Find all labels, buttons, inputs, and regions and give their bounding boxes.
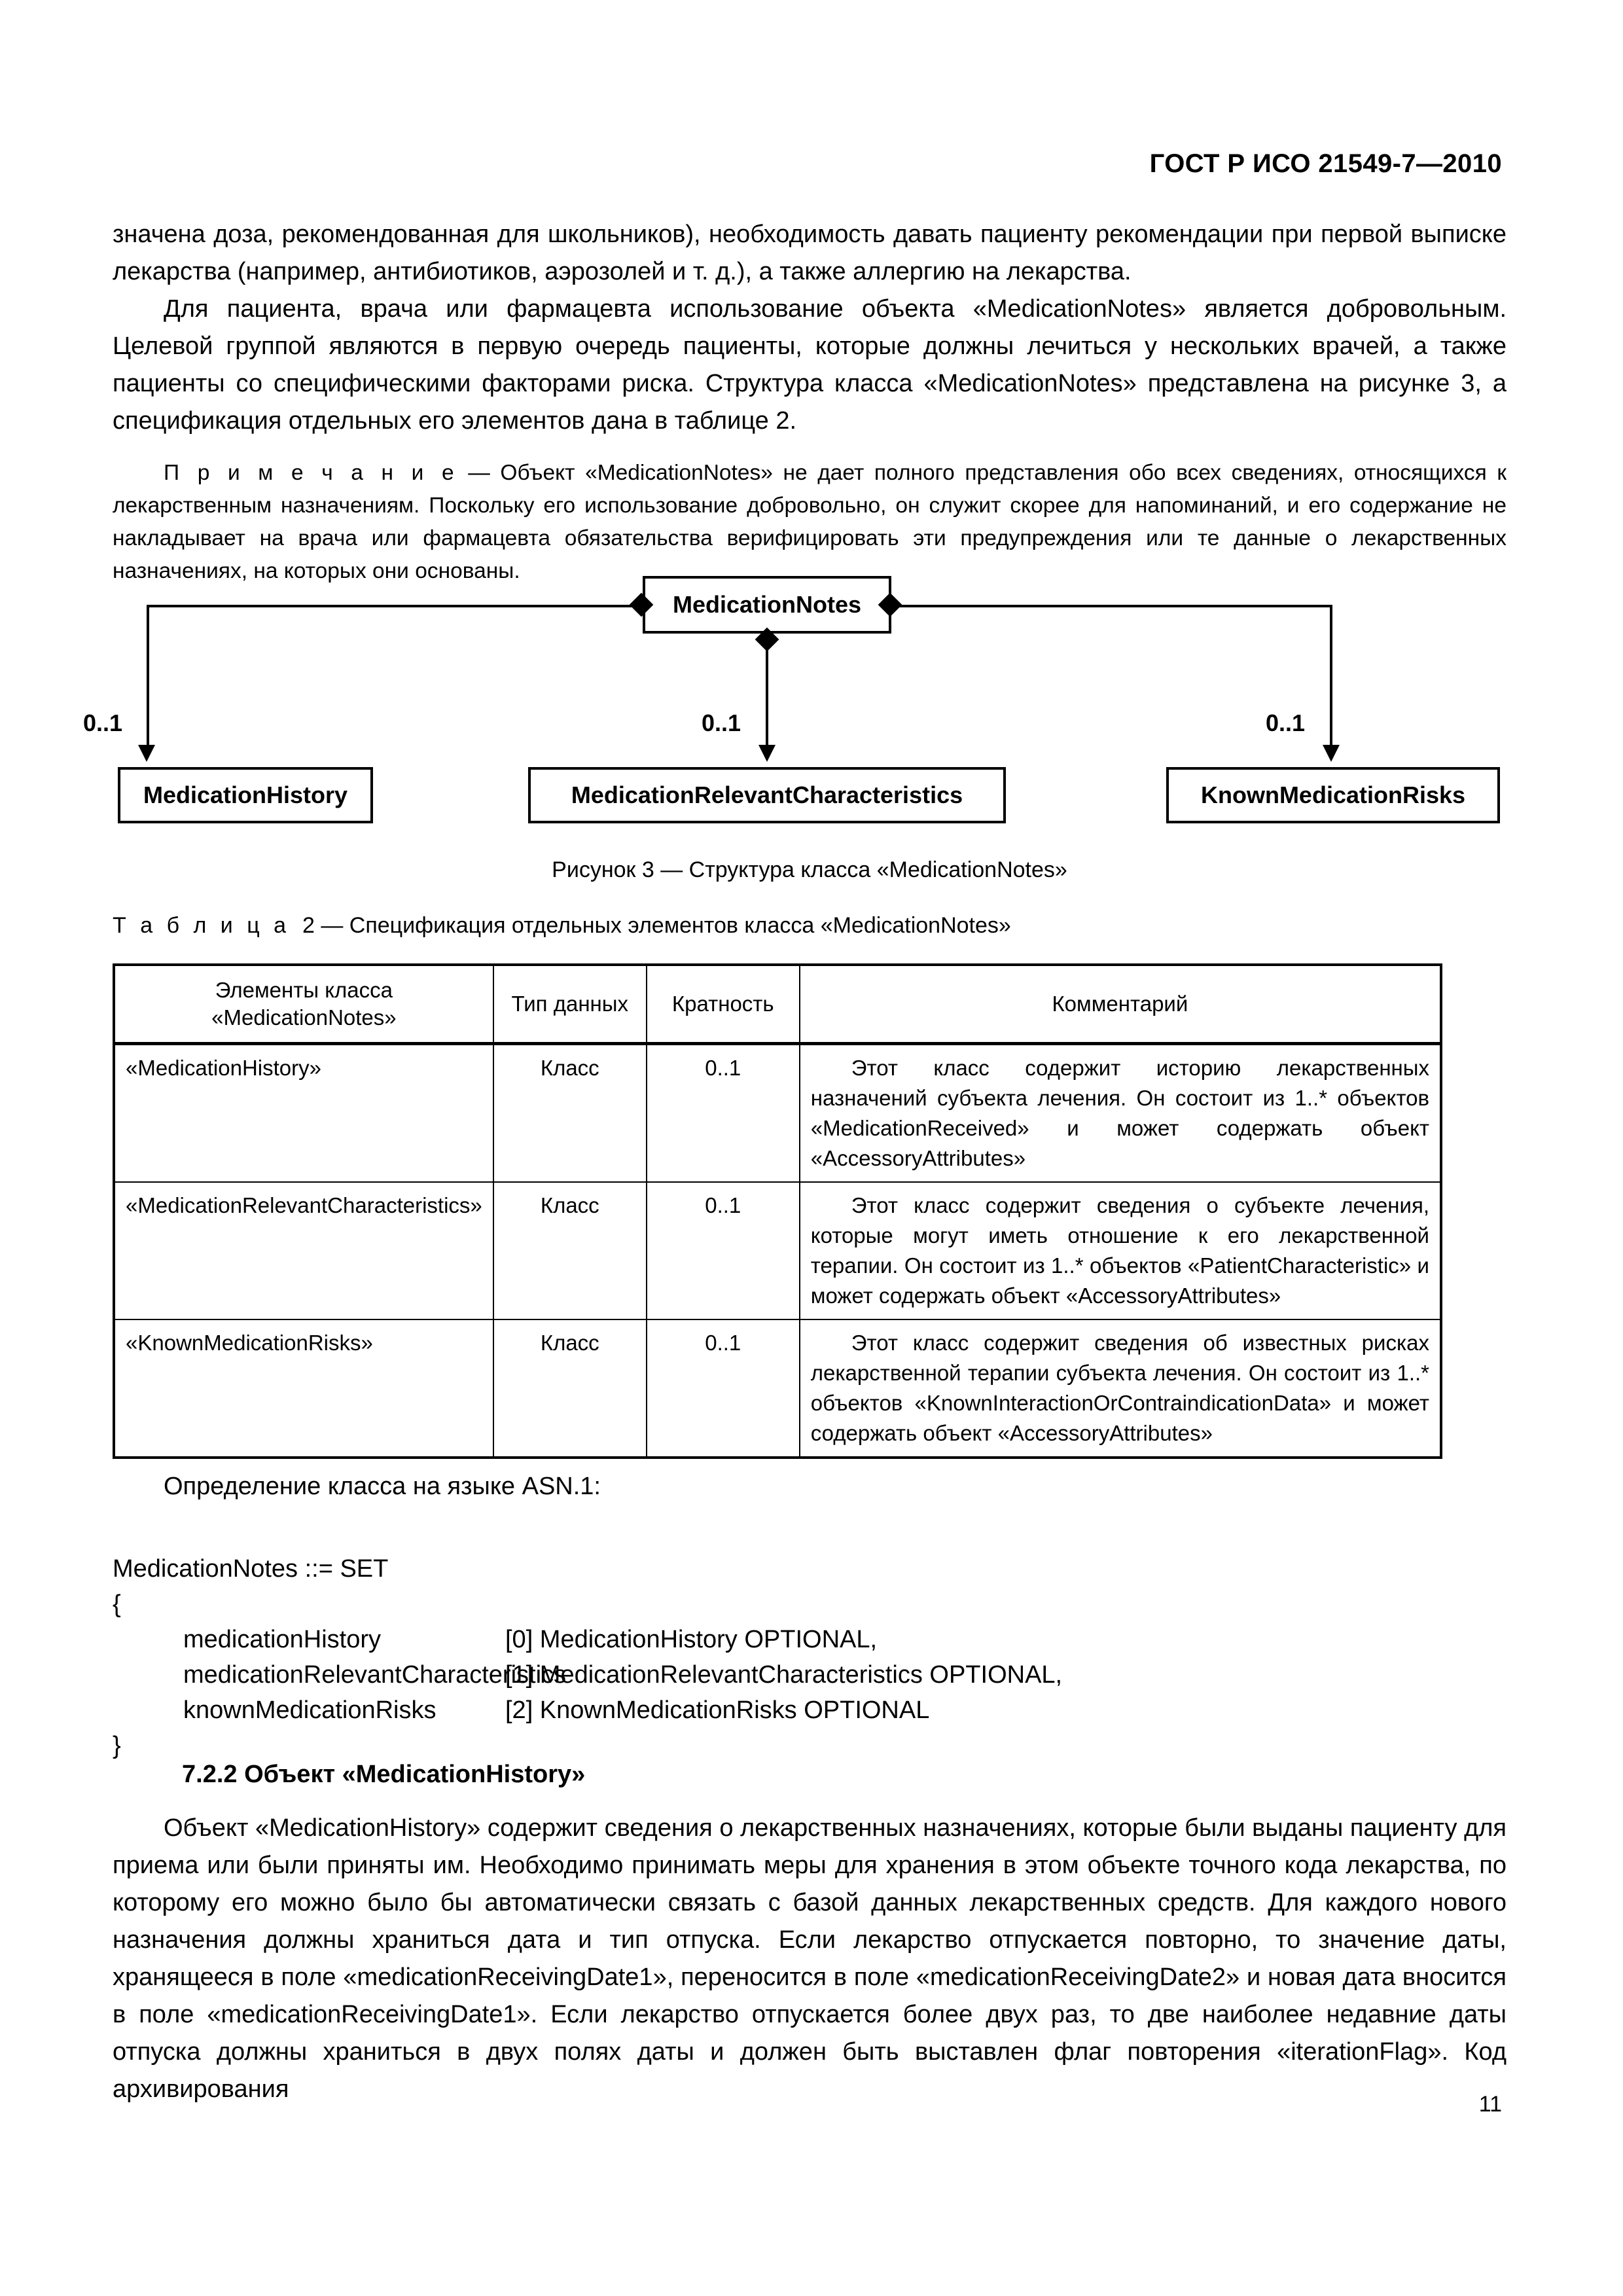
note-label: П р и м е ч а н и е [164, 461, 458, 485]
cell-comment: Этот класс содержит сведения об известных рисках лекарственной терапии субъекта лечения. Он состоит из 1..* объектов «KnownInteractionOrContraindicationData» и может содержать объект «AccessoryAttributes» [800, 1319, 1441, 1458]
asn-declaration: MedicationNotes ::= SET [113, 1555, 389, 1583]
cell-multiplicity: 0..1 [647, 1044, 800, 1183]
uml-class-medicationnotes [643, 576, 891, 634]
column-header-element: Элементы класса «MedicationNotes» [114, 965, 493, 1044]
asn-intro-text: Определение класса на языке ASN.1: [164, 1473, 601, 1500]
connector-right-vertical [1330, 605, 1332, 746]
table-caption-number: 2 [302, 913, 315, 938]
table-body [114, 1044, 1441, 1458]
table-row [114, 1319, 1441, 1458]
connector-right-horizontal [890, 605, 1332, 607]
asn-field-definition: [0] MedicationHistory OPTIONAL, [505, 1626, 878, 1653]
note-dash: — [457, 461, 501, 485]
arrowhead-knownmedicationrisks [1323, 745, 1340, 762]
uml-class-medicationhistory-label: MedicationHistory [143, 781, 348, 808]
page-number: 11 [1478, 2092, 1502, 2117]
document-header-standard-number: ГОСТ Р ИСО 21549-7—2010 [1149, 149, 1502, 178]
section-body-block [113, 1810, 1507, 2108]
asn-field-definition: [1] MedicationRelevantCharacteristics OPTIONAL, [505, 1661, 1063, 1689]
section-heading-7-2-2: 7.2.2 Объект «MedicationHistory» [182, 1761, 586, 1788]
cell-multiplicity: 0..1 [647, 1182, 800, 1319]
asn-field-name: medicationRelevantCharacteristics [183, 1661, 567, 1689]
asn-code-block [113, 1551, 1062, 1763]
uml-class-medicationrelevantcharacteristics [528, 767, 1006, 823]
specification-table [113, 963, 1442, 1459]
cell-element: «MedicationRelevantCharacteristics» [114, 1182, 493, 1319]
paragraph-continued: значена доза, рекомендованная для школьников), необходимость давать пациенту рекомендации при первой выписке лекарства (например, антибиотиков, аэрозолей и т. д.), а также аллергию на лекарства. [113, 221, 1507, 285]
table-caption-text: — Спецификация отдельных элементов класса «MedicationNotes» [314, 913, 1011, 938]
uml-class-medicationhistory [118, 767, 373, 823]
column-header-data-type: Тип данных [493, 965, 647, 1044]
asn-field-definition: [2] KnownMedicationRisks OPTIONAL [505, 1696, 930, 1724]
table-row [114, 1182, 1441, 1319]
arrowhead-medicationhistory [138, 745, 155, 762]
asn-open-brace: { [113, 1590, 121, 1618]
column-header-multiplicity: Кратность [647, 965, 800, 1044]
asn-field-name: medicationHistory [183, 1626, 381, 1653]
body-text-block [113, 216, 1507, 588]
table-header [114, 965, 1441, 1044]
cell-data-type: Класс [493, 1319, 647, 1458]
table-header-row [114, 965, 1441, 1044]
cell-comment: Этот класс содержит сведения о субъекте лечения, которые могут иметь отношение к его лекарственной терапии. Он состоит из 1..* объектов «PatientCharacteristic» и может содержать объект «AccessoryAttributes» [800, 1182, 1441, 1319]
arrowhead-medicationrelevantcharacteristics [758, 745, 776, 762]
connector-left-horizontal [147, 605, 644, 607]
multiplicity-knownmedicationrisks: 0..1 [1266, 709, 1306, 736]
section-paragraph: Объект «MedicationHistory» содержит сведения о лекарственных назначениях, которые были выданы пациенту для приема или были приняты им. Необходимо принимать меры для хранения в этом объекте точного кода лекарства, по которому его можно было бы автоматически связать с базой данных лекарственных средств. Для каждого нового назначения должны храниться дата и тип отпуска. Если лекарство отпускается повторно, то значение даты, хранящееся в поле «medicationReceivingDate1», переносится в поле «medicationReceivingDate2» и новая дата вносится в поле «medicationReceivingDate1». Если лекарство отпускается более двух раз, то две наиболее недавние даты отпуска должны храниться в двух полях даты и должен быть выставлен флаг повторения «iterationFlag». Код архивирования [113, 1814, 1507, 2103]
uml-class-medicationnotes-label: MedicationNotes [672, 591, 862, 618]
uml-class-diagram [83, 576, 1507, 882]
cell-element: «KnownMedicationRisks» [114, 1319, 493, 1458]
connector-left-vertical [147, 605, 149, 746]
note-block [113, 457, 1507, 588]
table-caption [113, 913, 1011, 939]
table-row [114, 1044, 1441, 1183]
cell-data-type: Класс [493, 1044, 647, 1183]
figure-caption: Рисунок 3 — Структура класса «MedicationNotes» [552, 857, 1067, 882]
cell-multiplicity: 0..1 [647, 1319, 800, 1458]
column-header-comment: Комментарий [800, 965, 1441, 1044]
asn-field-row [113, 1693, 1062, 1728]
uml-class-medicationrelevantcharacteristics-label: MedicationRelevantCharacteristics [571, 781, 963, 808]
paragraph-medication-notes-usage: Для пациента, врача или фармацевта использование объекта «MedicationNotes» является добровольным. Целевой группой являются в первую очередь пациенты, которые должны лечиться у нескольких врачей, а также пациенты со специфическими факторами риска. Структура класса «MedicationNotes» представлена на рисунке 3, а спецификация отдельных его элементов дана в таблице 2. [113, 295, 1507, 435]
cell-element: «MedicationHistory» [114, 1044, 493, 1183]
asn-field-row [113, 1657, 1062, 1693]
note-text: Объект «MedicationNotes» не дает полного представления обо всех сведениях, относящихся к лекарственным назначениям. Поскольку его использование добровольно, он служит скорее для напоминаний, и его содержание не накладывает на врача или фармацевта обязательства верифицировать эти предупреждения или те данные о лекарственных назначениях, на которых они основаны. [113, 461, 1507, 583]
table-caption-label: Т а б л и ц а [113, 913, 291, 938]
asn-field-row [113, 1622, 1062, 1657]
asn-field-name: knownMedicationRisks [183, 1696, 437, 1724]
multiplicity-medicationrelevantcharacteristics: 0..1 [702, 709, 741, 736]
uml-class-knownmedicationrisks [1166, 767, 1500, 823]
cell-comment: Этот класс содержит историю лекарственных назначений субъекта лечения. Он состоит из 1..* объектов «MedicationReceived» и может содержать объект «AccessoryAttributes» [800, 1044, 1441, 1183]
cell-data-type: Класс [493, 1182, 647, 1319]
uml-class-knownmedicationrisks-label: KnownMedicationRisks [1200, 781, 1466, 808]
asn-close-brace: } [113, 1732, 121, 1759]
multiplicity-medicationhistory: 0..1 [83, 709, 123, 736]
